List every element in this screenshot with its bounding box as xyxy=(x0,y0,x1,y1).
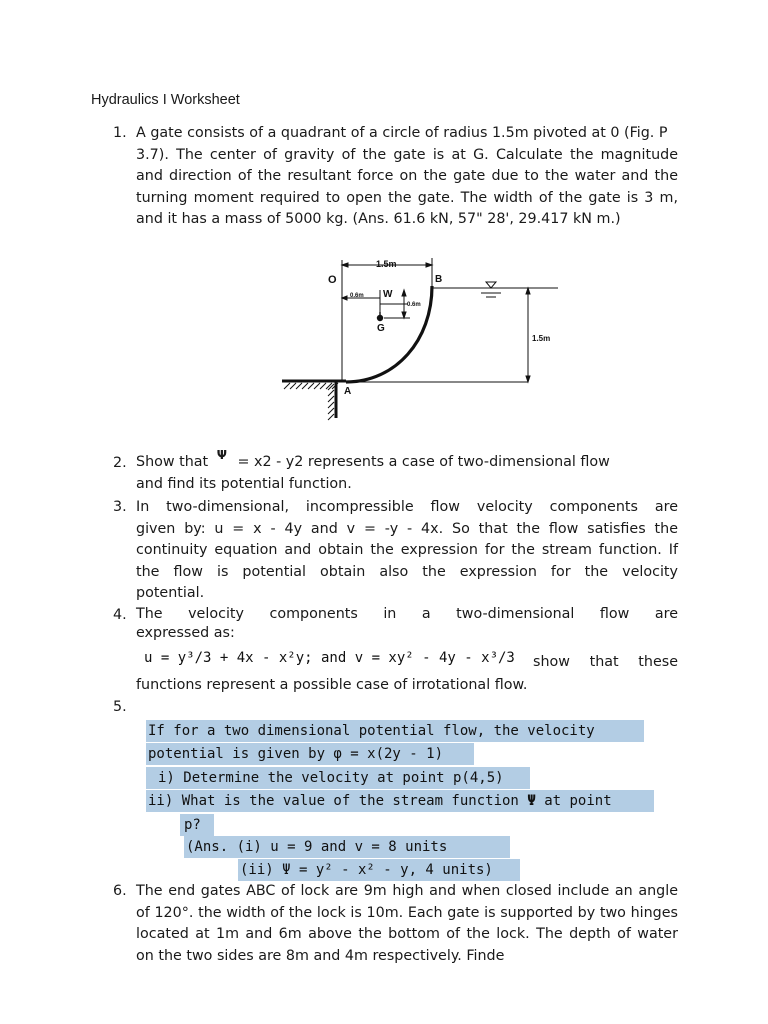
q5-line5: p? xyxy=(180,814,214,836)
q6-text xyxy=(136,881,678,967)
q2-line1 xyxy=(136,448,610,470)
q3-line: In two-dimensional, incompressible flow velocity components are xyxy=(136,499,678,515)
psi-symbol-q5: Ψ xyxy=(527,793,536,809)
q3-line: given by: u = x - 4y and v = -y - 4x. So that the flow satisfies the xyxy=(136,520,678,537)
label-dist-g: 0.6m xyxy=(407,302,421,308)
q4-line4: functions represent a possible case of irrotational flow. xyxy=(136,677,528,693)
q1-text xyxy=(136,123,678,231)
q6-number: 6. xyxy=(113,883,127,899)
q5-line6: (Ans. (i) u = 9 and v = 8 units xyxy=(184,836,510,858)
q4-number: 4. xyxy=(113,607,127,623)
q2-post: = x2 - y2 represents a case of two-dimensional flow xyxy=(237,454,610,470)
q3-line: continuity equation and obtain the expression for the stream function. If xyxy=(136,542,678,559)
q2-line2: and find its potential function. xyxy=(136,476,352,492)
gate-figure xyxy=(276,250,570,430)
q4-line2: expressed as: xyxy=(136,625,235,641)
q5-line1: If for a two dimensional potential flow, the velocity xyxy=(146,720,644,742)
q1-line: and it has a mass of 5000 kg. (Ans. 61.6 kN, 57" 28', 29.417 kN m.) xyxy=(136,211,621,228)
q6-line: on the two sides are 8m and 4m respectively. Finde xyxy=(136,947,505,964)
label-radius: 1.5m xyxy=(376,259,397,269)
label-dist-w: 0.6m xyxy=(350,293,364,299)
q1-line: and direction of the resultant force on the gate due to the water and the xyxy=(136,168,678,185)
q6-line: The end gates ABC of lock are 9m high and when closed include an angle xyxy=(136,883,678,899)
q1-line: A gate consists of a quadrant of a circle of radius 1.5m pivoted at 0 (Fig. P xyxy=(136,125,668,141)
label-w: W xyxy=(383,289,393,300)
q4-line1: The velocity components in a two-dimensional flow are xyxy=(136,606,678,622)
q6-line: located at 1m and 6m above the bottom of the lock. The depth of water xyxy=(136,926,678,943)
q1-line: turning moment required to open the gate. The width of the gate is 3 m, xyxy=(136,189,678,206)
q4-trail: show that these xyxy=(533,654,678,670)
label-o: O xyxy=(328,274,337,286)
q5-line3: i) Determine the velocity at point p(4,5) xyxy=(146,767,530,789)
q5-line4 xyxy=(146,790,654,812)
page-title: Hydraulics I Worksheet xyxy=(91,92,240,108)
psi-symbol: Ψ xyxy=(216,448,227,462)
q5-line7: (ii) Ψ = y² - x² - y, 4 units) xyxy=(238,859,520,881)
q3-line: the flow is potential obtain also the expression for the velocity xyxy=(136,563,678,580)
q2-number: 2. xyxy=(113,455,127,471)
q3-line: potential. xyxy=(136,585,205,602)
q4-equation: u = y³/3 + 4x - x²y; and v = xy² - 4y - x³/3 xyxy=(144,650,515,666)
label-b: B xyxy=(435,274,443,285)
q2-pre: Show that xyxy=(136,454,209,470)
label-depth: 1.5m xyxy=(532,334,551,343)
q6-line: of 120°. the width of the lock is 10m. Each gate is supported by two hinges xyxy=(136,904,678,921)
q5-line4a: ii) What is the value of the stream function xyxy=(148,793,519,809)
q5-line2: potential is given by φ = x(2y - 1) xyxy=(146,743,474,765)
q1-number: 1. xyxy=(113,125,127,141)
q5-line4b: at point xyxy=(544,793,612,809)
q1-line: 3.7). The center of gravity of the gate is at G. Calculate the magnitude xyxy=(136,146,678,163)
q3-text xyxy=(136,497,678,605)
q5-number: 5. xyxy=(113,699,127,715)
q3-number: 3. xyxy=(113,499,127,515)
label-g: G xyxy=(377,323,385,334)
label-a: A xyxy=(344,386,352,397)
